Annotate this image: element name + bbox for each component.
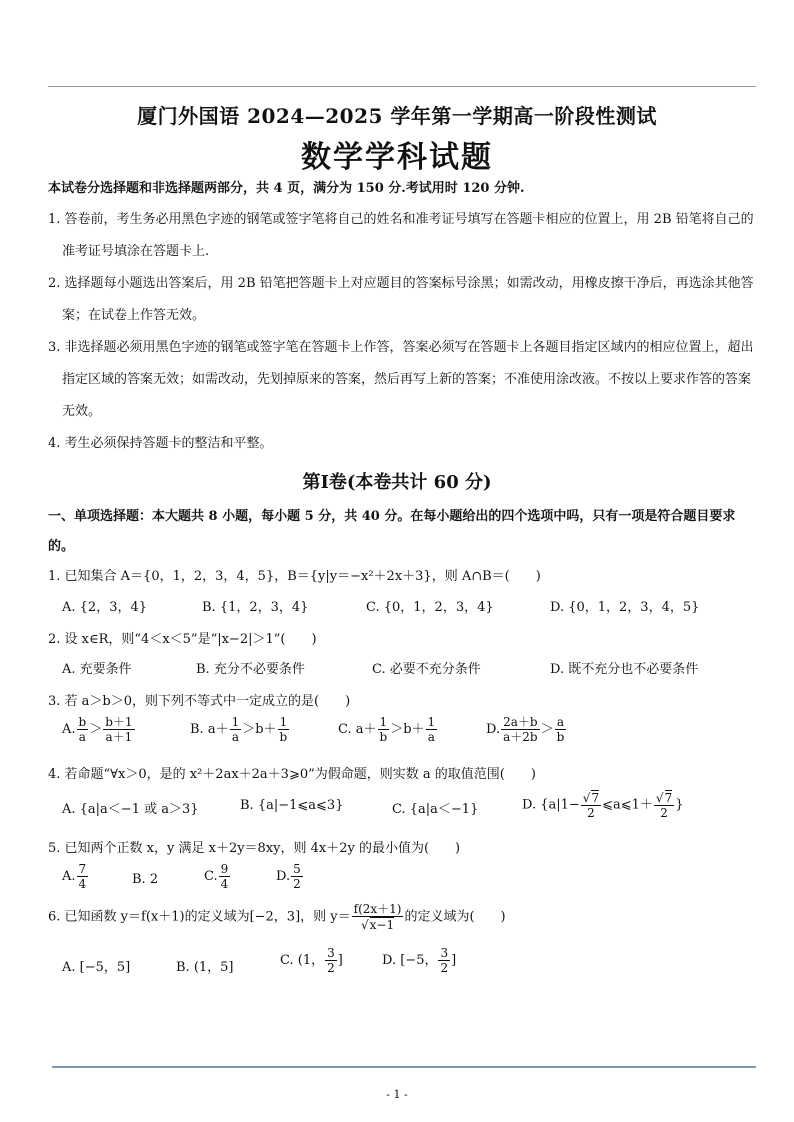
- q4-d-fraction-2: [654, 790, 674, 820]
- q3-b-label: B. a＋: [190, 722, 229, 737]
- q3-option-b: [190, 715, 290, 744]
- q3-b-fraction-2: [278, 715, 290, 744]
- q5-option-b: B. 2: [132, 872, 159, 887]
- q2-option-d: D. 既不充分也不必要条件: [550, 662, 699, 677]
- numerator: √7: [655, 791, 673, 805]
- question-5-options: [62, 862, 762, 898]
- numerator: b＋1: [105, 715, 133, 729]
- denominator: 2: [327, 961, 335, 975]
- q3-option-c: [338, 715, 438, 744]
- numerator: a: [556, 715, 565, 729]
- q6-function-fraction: [352, 902, 404, 932]
- q3-c-label: C. a＋: [338, 722, 377, 737]
- numerator: 1: [231, 715, 240, 729]
- question-2-stem: 2. 设 x∈R，则“4＜x＜5”是“|x−2|＞1”( ): [48, 632, 317, 647]
- denominator: a: [427, 730, 435, 744]
- denominator: 2: [440, 961, 449, 975]
- q5-option-c: [204, 862, 231, 891]
- q6-option-a: A. [−5，5]: [62, 960, 131, 975]
- numerator: 3: [327, 946, 335, 960]
- denominator: 2: [293, 877, 301, 891]
- instruction-1: 1. 答卷前，考生务必用黑色字迹的钢笔或签字笔将自己的姓名和准考证号填写在答题卡相应的位置上，用 2B 铅笔将自己的准考证号填涂在答题卡上.: [48, 212, 754, 259]
- q5-d-label: D.: [276, 869, 291, 884]
- q6-option-b: B. (1，5]: [176, 960, 234, 975]
- question-6-stem: [48, 902, 760, 942]
- relation: ＞: [540, 722, 554, 737]
- radicand: 7: [591, 791, 600, 805]
- numerator: 9: [220, 862, 229, 876]
- q6-c-fraction: [325, 946, 337, 975]
- question-6-options: [62, 946, 762, 982]
- q2-option-c: C. 必要不充分条件: [372, 662, 481, 677]
- q3-a-label: A.: [62, 722, 76, 737]
- q6-d-suffix: ]: [451, 953, 457, 968]
- denominator: a: [78, 730, 86, 744]
- denominator: b: [379, 730, 388, 744]
- numerator: 7: [78, 862, 87, 876]
- q1-option-d: D. {0，1，2，3，4，5}: [550, 600, 700, 615]
- q2-option-b: B. 充分不必要条件: [196, 662, 305, 677]
- q1-option-c: C. {0，1，2，3，4}: [366, 600, 494, 615]
- denominator: 2: [587, 806, 595, 820]
- instruction-2: 2. 选择题每小题选出答案后，用 2B 铅笔把答题卡上对应题目的答案标号涂黑；如需改动，用橡皮擦干净后，再选涂其他答案；在试卷上作答无效。: [48, 276, 754, 323]
- part-one-heading: 一、单项选择题：本大题共 8 小题，每小题 5 分，共 40 分。在每小题给出的四个选项中吗，只有一项是符合题目要求的。: [48, 509, 736, 554]
- q3-d-label: D.: [486, 722, 501, 737]
- question-3-stem: 3. 若 a＞b＞0，则下列不等式中一定成立的是( ): [48, 694, 351, 709]
- q1-option-b: B. {1，2，3，4}: [202, 600, 309, 615]
- question-4-stem: 4. 若命题“∀x＞0，是的 x²＋2ax＋2a＋3⩾0”为假命题，则实数 a 的取值范围( ): [48, 767, 536, 782]
- numerator: 1: [279, 715, 288, 729]
- q3-c-fraction-1: [378, 715, 390, 744]
- q6-d-fraction: [438, 946, 450, 975]
- q4-option-b: B. {a|−1⩽a⩽3}: [240, 798, 344, 813]
- q3-option-d: [486, 715, 567, 744]
- denominator: 4: [220, 877, 229, 891]
- question-1-stem: 1. 已知集合 A＝{0，1，2，3，4，5}，B＝{y|y＝−x²＋2x＋3}，则 A∩B＝( ): [48, 569, 541, 584]
- denominator: b: [279, 730, 288, 744]
- q3-b-fraction-1: [230, 715, 242, 744]
- relation: ＞b＋: [242, 722, 277, 737]
- q2-option-a: A. 充要条件: [62, 662, 132, 677]
- q5-option-a: [62, 862, 89, 891]
- radicand: 7: [664, 791, 673, 805]
- relation: ＞b＋: [390, 722, 425, 737]
- denominator: √x−1: [360, 918, 395, 932]
- q6-stem-prefix: 6. 已知函数 y＝f(x＋1)的定义域为[−2，3]，则 y＝: [48, 909, 351, 925]
- question-3-options: [62, 715, 762, 751]
- instruction-4: 4. 考生必须保持答题卡的整洁和平整。: [48, 436, 273, 451]
- numerator: 3: [440, 946, 449, 960]
- denominator: 4: [78, 877, 87, 891]
- q3-a-fraction-1: [77, 715, 89, 744]
- q3-c-fraction-2: [426, 715, 438, 744]
- question-5-stem: 5. 已知两个正数 x，y 满足 x＋2y＝8xy，则 4x＋2y 的最小值为( ): [48, 841, 461, 856]
- q6-option-d: [382, 946, 456, 975]
- q3-a-fraction-2: [103, 715, 134, 744]
- exam-header-title: 厦门外国语 2024—2025 学年第一学期高一阶段性测试: [137, 104, 657, 128]
- denominator: a＋2b: [503, 730, 538, 744]
- q3-option-a: [62, 715, 136, 744]
- numerator: 1: [427, 715, 436, 729]
- q5-option-d: [276, 862, 304, 891]
- q5-c-fraction: [219, 862, 231, 891]
- instruction-3: 3. 非选择题必须用黑色字迹的钢笔或签字笔在答题卡上作答，答案必须写在答题卡上各题目指定区域内的相应位置上，超出指定区域的答案无效；如需改动，先划掉原来的答案，然后再写上新的答案；不准使用涂改液。不按以上要求作答的答案无效。: [48, 340, 754, 419]
- numerator: 1: [379, 715, 388, 729]
- question-4-options: [62, 790, 762, 828]
- numerator: 5: [293, 862, 301, 876]
- instruction-list: [48, 204, 760, 460]
- denominator: b: [556, 730, 565, 744]
- q6-stem-suffix: 的定义域为( ): [404, 909, 506, 925]
- exam-subject-title: 数学学科试题: [301, 140, 493, 175]
- q6-d-prefix: D. [−5，: [382, 953, 438, 968]
- q4-option-d: [522, 790, 683, 820]
- q5-a-fraction: [77, 862, 89, 891]
- q3-d-fraction-1: [501, 715, 539, 744]
- q4-d-prefix: D. {a|1−: [522, 797, 580, 813]
- numerator: f(2x＋1): [353, 902, 402, 916]
- q4-d-suffix: }: [675, 797, 684, 813]
- denominator: a: [231, 730, 239, 744]
- q5-c-label: C.: [204, 869, 218, 884]
- page-number: - 1 -: [386, 1088, 408, 1101]
- numerator: √7: [582, 791, 600, 805]
- denominator: a＋1: [105, 730, 133, 744]
- q1-option-a: A. {2，3，4}: [62, 600, 148, 615]
- radicand: x−1: [369, 918, 395, 932]
- section-heading: 第Ⅰ卷(本卷共计 60 分): [302, 472, 492, 493]
- q4-d-fraction-1: [581, 790, 601, 820]
- intro-text: 本试卷分选择题和非选择题两部分，共 4 页，满分为 150 分.考试用时 120 分钟.: [48, 181, 525, 196]
- denominator: 2: [660, 806, 668, 820]
- q4-d-middle: ⩽a⩽1＋: [602, 797, 653, 813]
- q6-option-c: [280, 946, 343, 975]
- top-rule: [48, 86, 756, 87]
- q5-a-label: A.: [62, 869, 76, 884]
- q4-option-a: A. {a|a＜−1 或 a＞3}: [62, 802, 199, 817]
- q6-c-suffix: ]: [337, 953, 343, 968]
- numerator: 2a＋b: [503, 715, 538, 729]
- q4-option-c: C. {a|a＜−1}: [392, 802, 479, 817]
- q5-d-fraction: [291, 862, 303, 891]
- q3-d-fraction-2: [555, 715, 567, 744]
- numerator: b: [78, 715, 87, 729]
- bottom-rule: [52, 1066, 756, 1068]
- q6-c-prefix: C. (1，: [280, 953, 325, 968]
- relation: ＞: [89, 722, 103, 737]
